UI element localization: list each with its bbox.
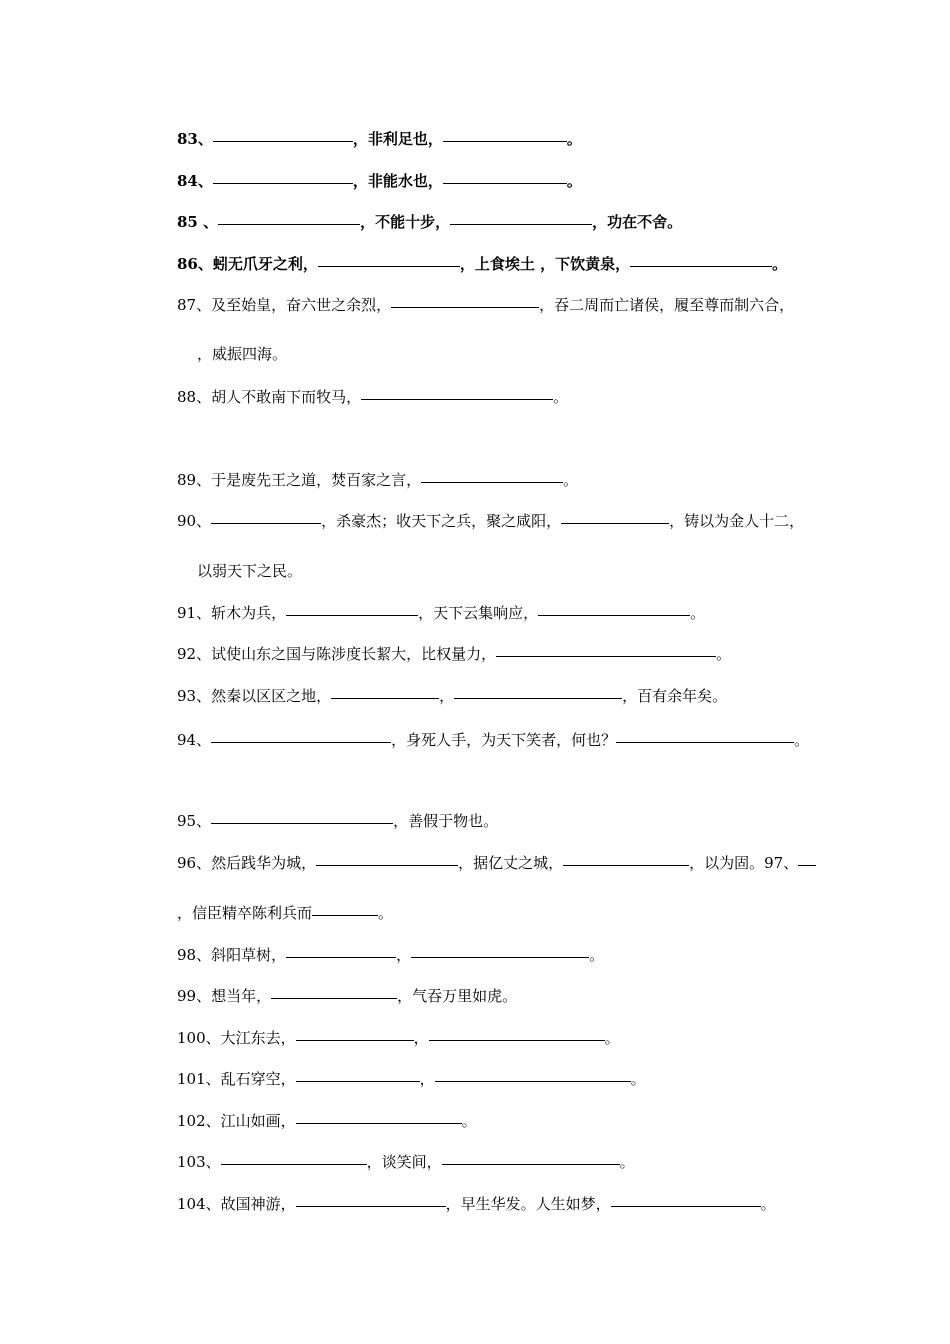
- question-line-q91: [177, 600, 705, 624]
- answer-blank: [218, 207, 360, 225]
- question-text: 。: [589, 946, 605, 964]
- question-text: 。: [772, 255, 788, 273]
- answer-blank: [211, 725, 391, 743]
- question-text: ，: [413, 1029, 429, 1047]
- question-text: 92、试使山东之国与陈涉度长絜大，比权量力，: [177, 645, 497, 663]
- question-line-q90: [177, 508, 804, 532]
- answer-blank: [454, 681, 622, 699]
- question-text: 102、江山如画，: [177, 1112, 296, 1130]
- answer-blank: [611, 1189, 761, 1207]
- answer-blank: [630, 249, 772, 267]
- answer-blank: [391, 290, 539, 308]
- question-text: 88、胡人不敢南下而牧马，: [177, 388, 362, 406]
- answer-blank: [296, 1023, 414, 1041]
- question-text: 。: [716, 645, 732, 663]
- question-line-q100: [177, 1025, 620, 1049]
- answer-blank: [318, 249, 460, 267]
- answer-blank: [271, 981, 397, 999]
- question-text: 。: [553, 388, 569, 406]
- question-text: 91、斩木为兵，: [177, 604, 287, 622]
- answer-blank: [443, 124, 567, 142]
- answer-blank: [312, 898, 378, 916]
- question-text: 83、: [177, 130, 213, 148]
- question-text: ，上食埃土 ，下饮黄泉，: [459, 255, 631, 273]
- question-text: 。: [566, 130, 582, 148]
- answer-blank: [221, 1147, 367, 1165]
- answer-blank: [296, 1106, 462, 1124]
- question-text: 。: [690, 604, 706, 622]
- question-text: 90、: [177, 512, 212, 530]
- question-line-q86: [177, 251, 787, 275]
- answer-blank: [435, 1064, 631, 1082]
- question-text: ，吞二周而亡诸侯，履至尊而制六合，: [539, 296, 795, 314]
- question-text: 。: [378, 904, 394, 922]
- question-text: ，非能水也，: [352, 172, 443, 190]
- question-line-q98: [177, 942, 604, 966]
- question-line-q104: [177, 1191, 776, 1215]
- question-line-q97b: [177, 900, 393, 924]
- question-line-q90b: [197, 559, 302, 583]
- question-line-q103: [177, 1149, 635, 1173]
- answer-blank: [798, 848, 816, 866]
- question-text: 100、大江东去，: [177, 1029, 296, 1047]
- question-line-q83: [177, 126, 582, 150]
- question-text: ，非利足也，: [352, 130, 443, 148]
- question-text: 89、于是废先王之道，焚百家之言，: [177, 471, 422, 489]
- question-line-q101: [177, 1066, 646, 1090]
- question-text: ，善假于物也。: [393, 812, 499, 830]
- question-text: 84、: [177, 172, 213, 190]
- question-text: ，: [419, 1070, 435, 1088]
- question-text: 94、: [177, 731, 212, 749]
- question-line-q95: [177, 808, 498, 832]
- question-text: 87、及至始皇，奋六世之余烈，: [177, 296, 392, 314]
- question-text: 。: [760, 1195, 776, 1213]
- question-line-q87: [177, 292, 794, 316]
- answer-blank: [331, 681, 439, 699]
- question-text: 。: [619, 1153, 635, 1171]
- answer-blank: [538, 598, 690, 616]
- question-line-q87b: [197, 342, 287, 366]
- question-text: 86、蚓无爪牙之利，: [177, 255, 318, 273]
- question-text: 以弱天下之民。: [197, 562, 303, 580]
- question-text: ，杀豪杰；收天下之兵，聚之咸阳，: [321, 512, 562, 530]
- question-text: ，谈笑间，: [366, 1153, 442, 1171]
- question-text: 99、想当年，: [177, 987, 272, 1005]
- question-line-q89: [177, 467, 578, 491]
- question-text: 93、然秦以区区之地，: [177, 687, 332, 705]
- question-text: 。: [604, 1029, 620, 1047]
- question-text: ，功在不舍。: [592, 213, 683, 231]
- question-text: 。: [566, 172, 582, 190]
- question-text: ，: [396, 946, 412, 964]
- question-text: ，不能十步，: [360, 213, 451, 231]
- question-text: ，天下云集响应，: [418, 604, 539, 622]
- answer-blank: [316, 848, 458, 866]
- question-text: 。: [563, 471, 579, 489]
- answer-blank: [429, 1023, 605, 1041]
- question-line-q99: [177, 983, 517, 1007]
- answer-blank: [286, 598, 418, 616]
- question-line-q85: [177, 209, 682, 233]
- question-line-q102: [177, 1108, 477, 1132]
- question-text: ，百有余年矣。: [622, 687, 728, 705]
- answer-blank: [296, 1189, 446, 1207]
- answer-blank: [443, 166, 567, 184]
- question-text: 85 、: [177, 213, 219, 231]
- question-line-q88: [177, 384, 568, 408]
- question-text: 98、斜阳草树，: [177, 946, 287, 964]
- answer-blank: [411, 940, 589, 958]
- answer-blank: [442, 1147, 620, 1165]
- answer-blank: [616, 725, 794, 743]
- answer-blank: [496, 639, 716, 657]
- question-text: ，威振四海。: [197, 345, 288, 363]
- question-text: 101、乱石穿空，: [177, 1070, 296, 1088]
- question-line-q96: [177, 850, 816, 874]
- answer-blank: [211, 506, 321, 524]
- question-text: ，信臣精卒陈利兵而: [177, 904, 313, 922]
- question-text: 。: [794, 731, 810, 749]
- question-text: ，身死人手，为天下笑者，何也？: [391, 731, 617, 749]
- question-line-q93: [177, 683, 727, 707]
- question-line-q92: [177, 641, 731, 665]
- question-text: ，以为固。97、: [689, 854, 799, 872]
- question-text: ，铸以为金人十二，: [669, 512, 805, 530]
- question-text: ，气吞万里如虎。: [397, 987, 518, 1005]
- question-text: 96、然后践华为城，: [177, 854, 317, 872]
- answer-blank: [450, 207, 592, 225]
- answer-blank: [296, 1064, 420, 1082]
- answer-blank: [213, 124, 353, 142]
- question-line-q84: [177, 168, 582, 192]
- question-text: ，据亿丈之城，: [458, 854, 564, 872]
- question-text: 。: [461, 1112, 477, 1130]
- answer-blank: [421, 465, 563, 483]
- answer-blank: [213, 166, 353, 184]
- answer-blank: [211, 806, 393, 824]
- answer-blank: [361, 382, 553, 400]
- question-line-q94: [177, 727, 809, 751]
- question-text: 104、故国神游，: [177, 1195, 296, 1213]
- answer-blank: [563, 848, 689, 866]
- answer-blank: [286, 940, 396, 958]
- question-text: 95、: [177, 812, 212, 830]
- answer-blank: [561, 506, 669, 524]
- question-text: ，早生华发。人生如梦，: [445, 1195, 611, 1213]
- question-text: 103、: [177, 1153, 221, 1171]
- question-text: ，: [439, 687, 455, 705]
- question-text: 。: [630, 1070, 646, 1088]
